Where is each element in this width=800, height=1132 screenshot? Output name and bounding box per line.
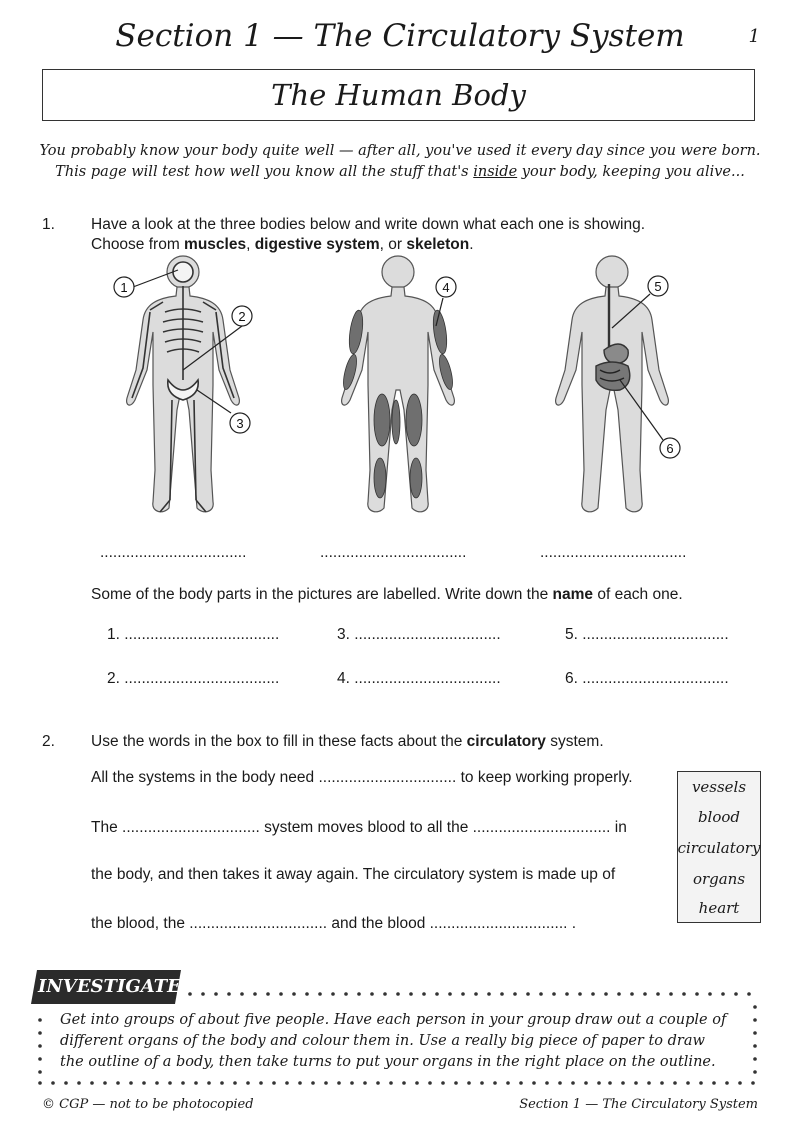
word-blood: blood [697,808,741,826]
answer-blank-skeleton[interactable]: .................................. [100,544,247,561]
question-1-part-2 [91,586,683,604]
q2-intro-after: system. [545,733,604,750]
answer-5-blank[interactable]: .................................. [582,626,729,643]
label-6 [660,438,680,458]
label-5-text: 5 [654,279,662,294]
blank-s4-1[interactable]: ................................ [189,915,328,932]
digestive-figure [556,256,669,512]
label-4 [436,277,456,297]
q1-sep-2: , or [379,236,407,253]
label-6-text: 6 [666,441,674,456]
option-skeleton: skeleton [406,236,470,253]
body-illustrations [0,250,800,550]
answer-4-num: 4. [337,670,350,687]
q1-sep-1: , [246,236,255,253]
blank-s2-2[interactable]: ................................ [472,819,611,836]
investigate-line-2: different organs of the body and colour them in. Use a really big piece of paper to draw [60,1033,705,1049]
answer-5-num: 5. [565,626,578,643]
s1-end: to keep working properly. [456,769,633,786]
q1-choose-from: Choose from [91,236,185,253]
s4-mid: and the blood [327,915,430,932]
s2-start: The [91,819,123,836]
answer-3[interactable] [337,626,501,644]
intro-line-1: You probably know your body quite well — after all, you've used it every day since you were born. [39,143,761,159]
question-2-intro [91,733,604,751]
answer-3-num: 3. [337,626,350,643]
word-heart: heart [698,899,740,917]
word-organs: organs [692,870,746,888]
answer-3-blank[interactable]: .................................. [354,626,501,643]
option-digestive-system: digestive system [254,236,380,253]
answer-2-num: 2. [107,670,120,687]
word-circulatory: circulatory [677,839,761,857]
s4-start: the blood, the [91,915,190,932]
question-2-number: 2. [42,733,55,750]
answer-6-num: 6. [565,670,578,687]
s2-mid: system moves blood to all the [259,819,473,836]
s2-end: in [610,819,627,836]
answer-blank-muscles[interactable]: .................................. [320,544,467,561]
word-vessels: vessels [691,778,747,796]
investigate-line-1: Get into groups of about five people. Have each person in your group draw out a couple of [60,1012,727,1028]
label-4-text: 4 [442,280,450,295]
skeleton-figure [127,256,240,512]
label-1-text: 1 [120,280,128,295]
intro-underlined-word: inside [473,164,518,180]
section-title: Section 1 — The Circulatory System [115,18,685,54]
answer-6-blank[interactable]: .................................. [582,670,729,687]
footer-copyright: © CGP — not to be photocopied [42,1097,254,1112]
answer-4[interactable] [337,670,501,688]
answer-5[interactable] [565,626,729,644]
page-number: 1 [748,26,760,47]
label-5 [648,276,668,296]
answer-1[interactable] [107,626,279,644]
page-title: The Human Body [271,78,526,112]
intro-line-2-end: your body, keeping you alive... [517,164,745,180]
q2-sentence-2 [91,819,627,837]
q2-intro-bold: circulatory [466,733,546,750]
option-muscles: muscles [184,236,247,253]
answer-1-num: 1. [107,626,120,643]
q2-sentence-1 [91,769,633,787]
q2-sentence-3: the body, and then takes it away again. The circulatory system is made up of [91,866,616,883]
muscles-figure [341,256,455,512]
s4-end: . [567,915,577,932]
part2-before: Some of the body parts in the pictures are labelled. Write down the [91,586,553,603]
label-3 [230,413,250,433]
answer-6[interactable] [565,670,729,688]
label-3-text: 3 [236,416,244,431]
blank-s4-2[interactable]: ................................ [429,915,568,932]
s1-start: All the systems in the body need [91,769,319,786]
intro-line-2 [0,164,800,180]
q2-intro-before: Use the words in the box to fill in these facts about the [91,733,467,750]
part2-after: of each one. [593,586,683,603]
label-2-text: 2 [238,309,246,324]
investigate-line-3: the outline of a body, then take turns to put your organs in the right place on the outline. [60,1054,716,1070]
label-1 [114,277,134,297]
blank-s1[interactable]: ................................ [318,769,457,786]
blank-s2-1[interactable]: ................................ [122,819,260,836]
question-1-line-1: Have a look at the three bodies below and write down what each one is showing. [91,216,646,233]
q2-sentence-4 [91,915,576,933]
part2-bold: name [552,586,594,603]
answer-2[interactable] [107,670,279,688]
answer-blank-digestive[interactable]: .................................. [540,544,687,561]
q1-end: . [469,236,474,253]
question-1-number: 1. [42,216,55,233]
answer-2-blank[interactable]: .................................... [124,670,280,687]
footer-section: Section 1 — The Circulatory System [519,1097,758,1112]
answer-4-blank[interactable]: .................................. [354,670,501,687]
intro-line-2-start: This page will test how well you know all the stuff that's [55,164,474,180]
answer-1-blank[interactable]: .................................... [124,626,280,643]
label-2 [232,306,252,326]
investigate-label: INVESTIGATE [38,976,181,997]
